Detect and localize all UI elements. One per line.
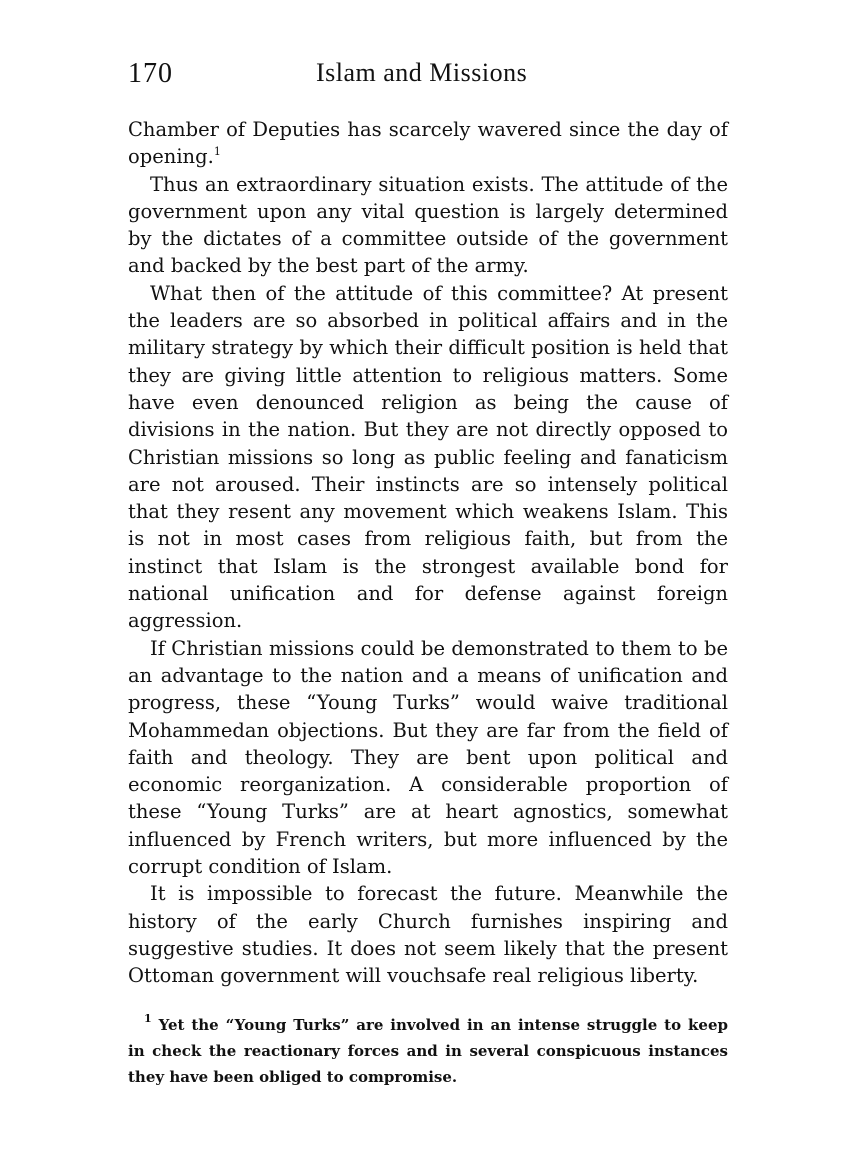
footnote-text: Yet the “Young Turks” are involved in an intense struggle to keep in check the reactionary forces and in several conspicuous instances they have been obliged to compromise. (128, 1016, 728, 1086)
footnote-marker: 1 (144, 1012, 152, 1025)
page-number: 170 (128, 58, 173, 89)
running-title: Islam and Missions (316, 58, 528, 87)
footnote (128, 1012, 728, 1090)
page-header (128, 58, 728, 98)
paragraph (128, 116, 728, 171)
footnote-reference: 1 (213, 145, 221, 159)
body-text (128, 116, 728, 990)
paragraph-text: Chamber of Deputies has scarcely wavered since the day of opening. (128, 118, 728, 169)
paragraph: If Christian missions could be demonstrated to them to be an advantage to the nation and a means of unification and progress, these “Young Turks” would waive traditional Mohammedan objections. But they are far from the field of faith and theology. They are bent upon political and economic reorganization. A considerable proportion of these “Young Turks” are at heart agnostics, somewhat influenced by French writers, but more influenced by the corrupt condition of Islam. (128, 636, 728, 879)
paragraph: It is impossible to forecast the future. Meanwhile the history of the early Church furnishes inspiring and suggestive studies. It does not seem likely that the present Ottoman government will vouchsafe real religious liberty. (128, 882, 728, 988)
paragraph: Thus an extraordinary situation exists. The attitude of the government upon any vital question is largely determined by the dictates of a committee outside of the government and backed by the best part of the army. (128, 172, 728, 278)
paragraph: What then of the attitude of this committee? At present the leaders are so absorbed in political affairs and in the military strategy by which their difficult position is held that they are giving little attention to religious matters. Some have even denounced religion as being the cause of divisions in the nation. But they are not directly opposed to Christian missions so long as public feeling and fanaticism are not aroused. Their instincts are so intensely political that they resent any movement which weakens Islam. This is not in most cases from religious faith, but from the instinct that Islam is the strongest available bond for national unification and for defense against foreign aggression. (128, 281, 728, 633)
